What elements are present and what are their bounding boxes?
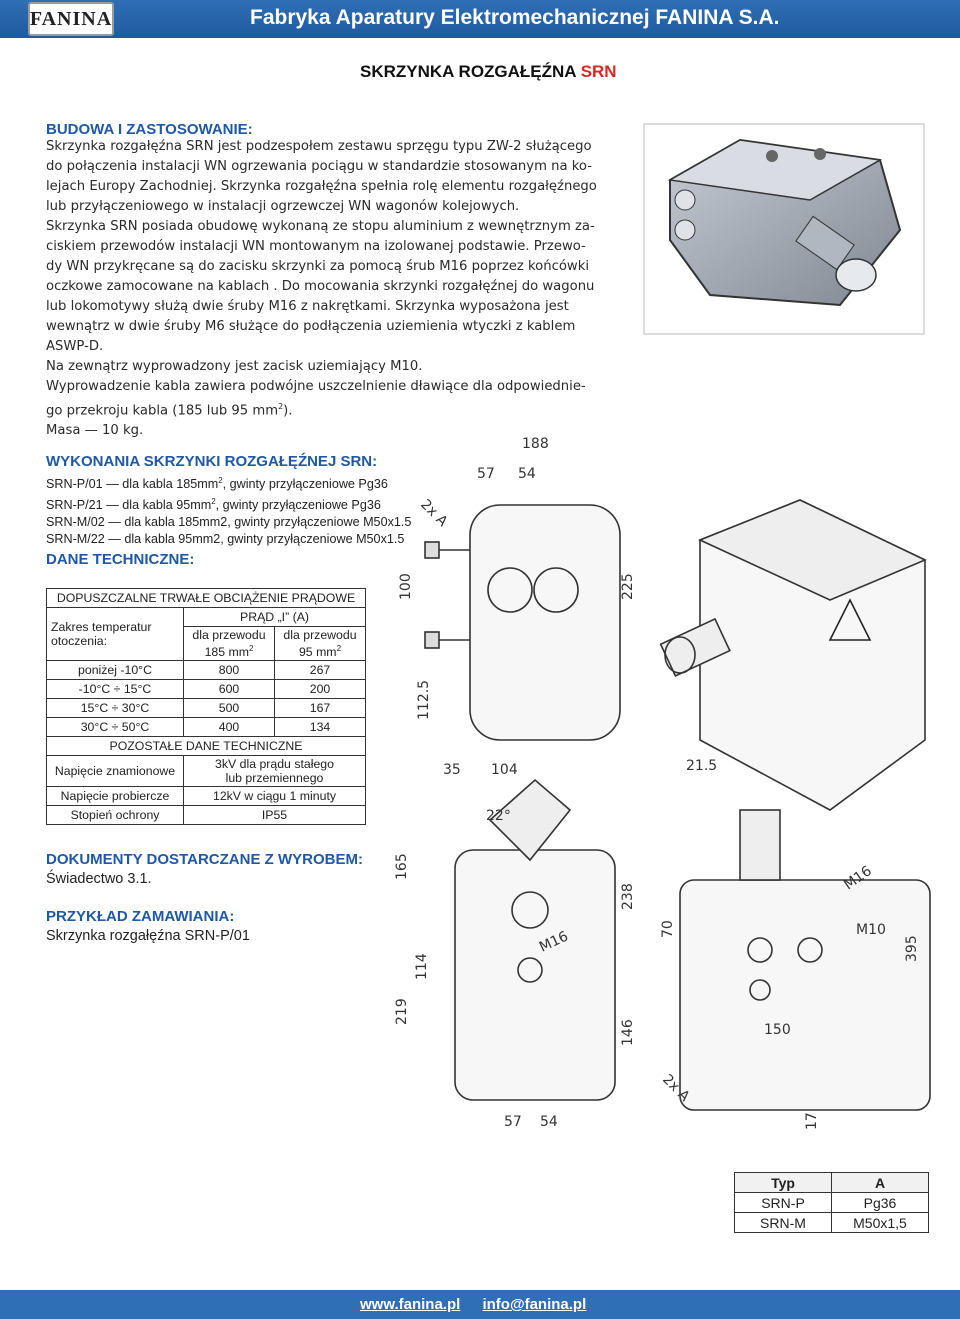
table-row (47, 806, 366, 825)
email-link[interactable]: info@fanina.pl (482, 1296, 587, 1313)
company-name: Fabryka Aparatury Elektromechanicznej FANINA S.A. (250, 6, 780, 29)
table-cell: Stopień ochrony (47, 806, 184, 825)
dim-146: 146 (620, 1019, 636, 1046)
section-heading-wykonania: WYKONANIA SKRZYNKI ROZGAŁĘŹNEJ SRN: (46, 453, 378, 470)
superscript: 2 (218, 476, 223, 485)
col-header-unit: 185 mm (204, 645, 249, 660)
table-cell: 200 (275, 680, 366, 699)
table-cell: 400 (184, 718, 275, 737)
dim-238: 238 (620, 883, 636, 910)
variant-text: SRN-M/02 — dla kabla 185mm2, gwinty przyłączeniowe M50x1.5 (46, 515, 412, 530)
table-title: DOPUSZCZALNE TRWAŁE OBCIĄŻENIE PRĄDOWE (47, 589, 366, 608)
current-label: PRĄD „I” (A) (184, 608, 366, 627)
dim-104: 104 (491, 762, 518, 778)
table-row (47, 756, 366, 787)
footer-links (360, 1296, 604, 1313)
superscript: 2 (278, 402, 284, 411)
logo-text: FANINA (29, 7, 113, 30)
table-cell: 800 (184, 661, 275, 680)
dim-54: 54 (518, 466, 536, 482)
dim-54: 54 (540, 1114, 558, 1130)
text-line: Wyprowadzenie kabla zawiera podwójne uszczelnienie dławiące dla odpowiednie- (46, 379, 586, 394)
table-cell: 167 (275, 699, 366, 718)
dim-M16: M16 (536, 928, 571, 956)
variant-text: , gwinty przyłączeniowe Pg36 (215, 498, 381, 513)
variant-text: SRN-M/22 — dla kabla 95mm2, gwinty przyłączeniowe M50x1.5 (46, 532, 405, 547)
cell-line: lub przemiennego (225, 771, 324, 786)
table-cell: Napięcie probiercze (47, 787, 184, 806)
table-cell: 30°C ÷ 50°C (47, 718, 184, 737)
table-subtitle: POZOSTAŁE DANE TECHNICZNE (47, 737, 366, 756)
list-item (46, 493, 411, 514)
dim-114: 114 (414, 953, 430, 980)
table-row (47, 699, 366, 718)
temp-range-label: Zakres temperatur otoczenia: (47, 608, 184, 661)
table-cell: 12kV w ciągu 1 minuty (184, 787, 366, 806)
table-cell: 134 (275, 718, 366, 737)
table-row (47, 661, 366, 680)
table-cell: 600 (184, 680, 275, 699)
dim-M10: M10 (856, 922, 886, 938)
table-cell (184, 756, 366, 787)
technical-drawing (380, 120, 960, 1140)
dim-165: 165 (394, 853, 410, 880)
text-line: oczkowe zamocowane na kablach . Do mocowania skrzynki rozgałęźnej do wagonu (46, 279, 595, 294)
superscript: 2 (336, 644, 342, 653)
table-cell: M50x1,5 (832, 1213, 929, 1233)
table-cell: SRN-M (735, 1213, 832, 1233)
dim-2xA: 2x A (417, 496, 451, 530)
dim-112-5: 112.5 (416, 679, 432, 720)
dim-100: 100 (398, 573, 414, 600)
dim-395: 395 (904, 935, 920, 962)
dim-35: 35 (443, 762, 461, 778)
dim-17: 17 (804, 1112, 820, 1130)
table-row (47, 718, 366, 737)
dim-219: 219 (394, 998, 410, 1025)
section-heading-przyklad: PRZYKŁAD ZAMAWIANIA: (46, 908, 235, 925)
variant-text: SRN-P/21 — dla kabla 95mm (46, 498, 212, 513)
section-heading-dane: DANE TECHNICZNE: (46, 551, 195, 568)
text-line: Na zewnątrz wyprowadzony jest zacisk uziemiający M10. (46, 359, 423, 374)
dim-150: 150 (764, 1022, 791, 1038)
side-view (455, 780, 615, 1100)
text-line: Skrzynka rozgałęźna SRN jest podzespołem zestawu sprzęgu typu ZW-2 służącego (46, 139, 592, 154)
text-line: wewnątrz w dwie śruby M6 służące do podłączenia uziemienia wtyczki z kablem (46, 319, 576, 334)
table-cell: SRN-P (735, 1193, 832, 1213)
list-item (46, 514, 411, 531)
table-cell: 15°C ÷ 30°C (47, 699, 184, 718)
col-header-line: dla przewodu (192, 628, 266, 642)
website-link[interactable]: www.fanina.pl (360, 1296, 461, 1313)
documents-text: Świadectwo 3.1. (46, 871, 152, 887)
variants-list (46, 472, 411, 548)
table-cell: poniżej -10°C (47, 661, 184, 680)
table-cell: IP55 (184, 806, 366, 825)
col-header-185 (184, 627, 275, 661)
bottom-view (680, 810, 930, 1110)
table-header: A (832, 1173, 929, 1193)
table-cell: 267 (275, 661, 366, 680)
superscript: 2 (211, 497, 216, 507)
dim-57: 57 (504, 1114, 522, 1130)
mass-line: Masa — 10 kg. (46, 423, 144, 439)
superscript: 2 (248, 644, 254, 653)
variant-text: , gwinty przyłączeniowe Pg36 (222, 477, 388, 492)
table-cell: -10°C ÷ 15°C (47, 680, 184, 699)
col-header-line (277, 642, 363, 659)
text-line: Skrzynka SRN posiada obudowę wykonaną ze stopu aluminium z wewnętrznym za- (46, 219, 595, 234)
text-line: do połączenia instalacji WN ogrzewania pociągu w standardzie stosowanym na ko- (46, 159, 592, 174)
title-accent: SRN (580, 62, 617, 81)
text-line: ciskiem przewodów instalacji WN montowanym na izolowanej podstawie. Przewo- (46, 239, 586, 254)
page-title (360, 62, 617, 82)
front-view (425, 505, 620, 740)
col-header-line (186, 642, 272, 659)
table-row (47, 680, 366, 699)
type-table (734, 1172, 929, 1233)
table-row (735, 1213, 929, 1233)
dim-188: 188 (522, 436, 549, 452)
table-cell: Napięcie znamionowe (47, 756, 184, 787)
order-example-text: Skrzynka rozgałęźna SRN-P/01 (46, 928, 250, 944)
dim-70: 70 (660, 920, 676, 938)
text-line: lub przyłączeniowego w instalacji ogrzewczej WN wagonów kolejowych. (46, 199, 520, 214)
dim-M16: M16 (841, 863, 875, 894)
text-line: lejach Europy Zachodniej. Skrzynka rozgałęźna spełnia rolę elementu rozgałęźnego (46, 179, 597, 194)
section-heading-budowa: BUDOWA I ZASTOSOWANIE: (46, 121, 253, 138)
dim-57: 57 (477, 466, 495, 482)
text-line: lub lokomotywy służą dwie śruby M16 z nakrętkami. Skrzynka wyposażona jest (46, 299, 569, 314)
title-prefix: SKRZYNKA ROZGAŁĘŹNA (360, 62, 581, 81)
dim-21-5: 21.5 (686, 758, 718, 774)
table-cell: 500 (184, 699, 275, 718)
dim-22-deg: 22° (486, 808, 511, 824)
col-header-unit: 95 mm (298, 645, 337, 660)
tech-data-table (46, 588, 366, 825)
company-logo (28, 2, 114, 36)
table-row (47, 787, 366, 806)
text-fragment: go przekroju kabla (185 lub 95 mm (46, 403, 279, 419)
text-line: ASWP-D. (46, 339, 104, 354)
col-header-95 (275, 627, 366, 661)
product-render (644, 124, 924, 334)
section-heading-dokumenty: DOKUMENTY DOSTARCZANE Z WYROBEM: (46, 851, 363, 868)
text-line: dy WN przykręcane są do zacisku skrzynki za pomocą śrub M16 poprzez końcówki (46, 259, 590, 274)
col-header-line: dla przewodu (283, 628, 357, 642)
list-item (46, 472, 411, 493)
dim-225: 225 (620, 573, 636, 600)
variant-text: SRN-P/01 — dla kabla 185mm (46, 477, 219, 492)
table-row (735, 1193, 929, 1213)
cell-line: 3kV dla prądu stałego (215, 757, 334, 772)
table-cell: Pg36 (832, 1193, 929, 1213)
list-item (46, 531, 411, 548)
dim-2xA: 2x A (659, 1071, 693, 1105)
table-header: Typ (735, 1173, 832, 1193)
text-fragment: ). (283, 403, 293, 419)
